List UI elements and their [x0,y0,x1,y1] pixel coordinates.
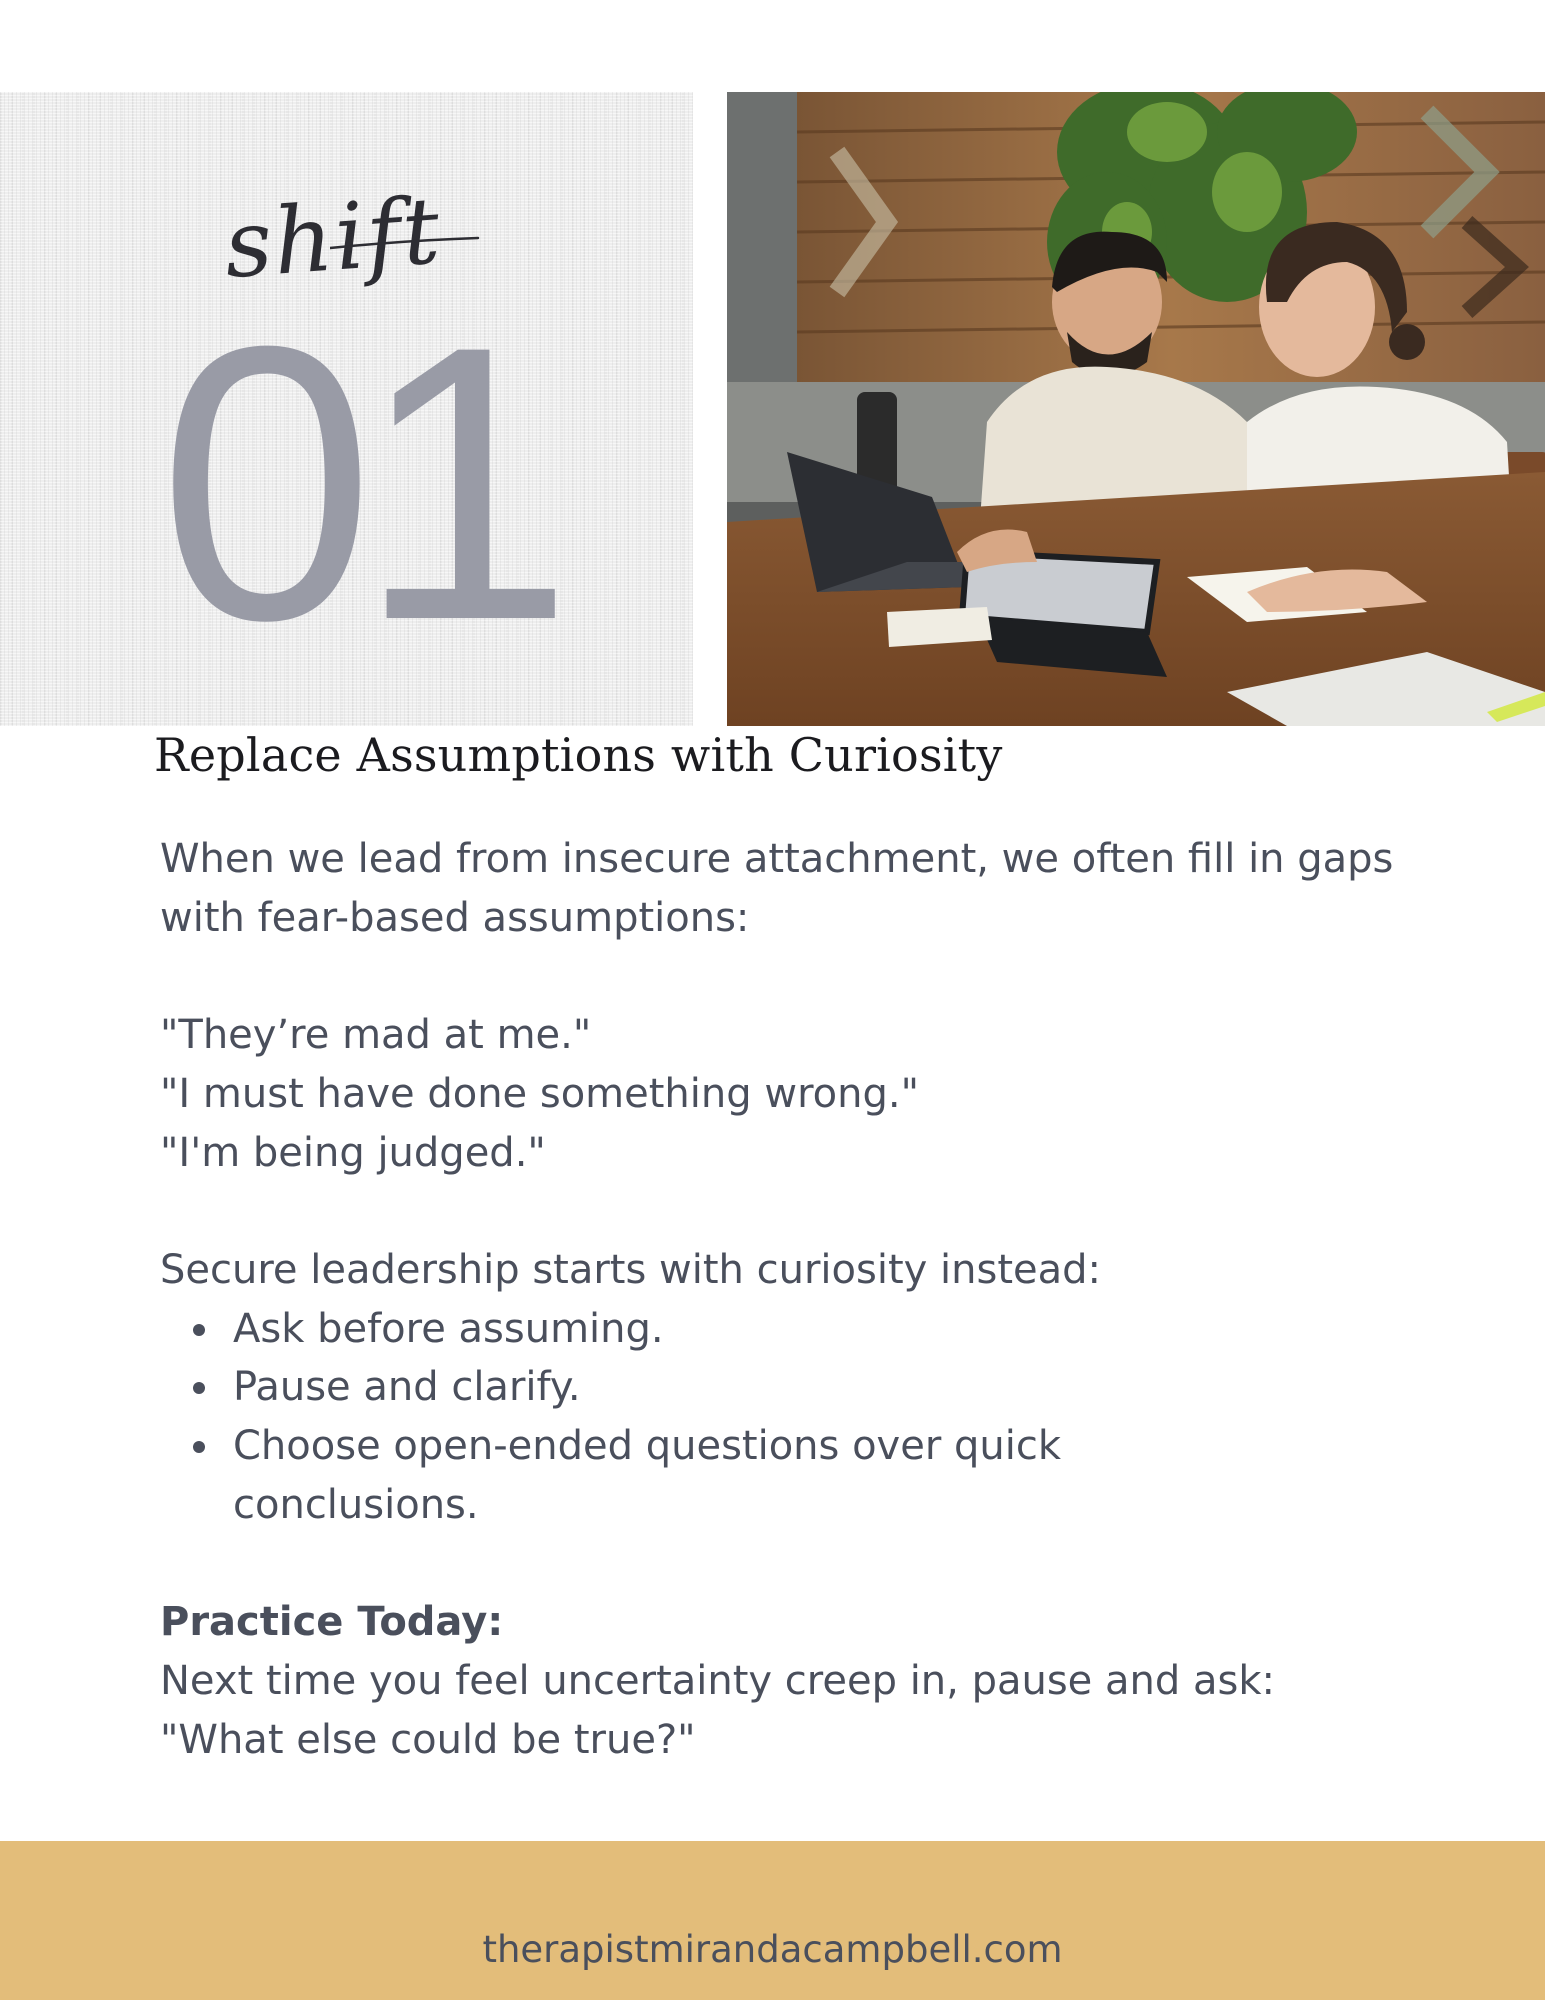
quote-line: "I'm being judged." [160,1129,546,1176]
list-item [233,1358,1400,1417]
body-text [160,830,1400,1769]
footer-website-link[interactable]: therapistmirandacampbell.com [482,1928,1063,1971]
list-item-text: Ask before assuming. [233,1305,664,1352]
list-item [233,1417,1400,1534]
section-number: 01 [158,265,556,701]
list-item [233,1300,1400,1359]
quote-line: "They’re mad at me." [160,1012,592,1059]
photo-two-people-laptop-icon [727,92,1545,726]
spacer [160,1534,1400,1593]
practice-label: Practice Today: [160,1599,504,1646]
bullet-list [160,1300,1400,1535]
practice-question: "What else could be true?" [160,1716,696,1763]
section-title: Replace Assumptions with Curiosity [154,728,1003,782]
spacer [160,947,1400,1006]
footer-bar [0,1841,1545,2000]
bullet-icon [193,1441,205,1453]
list-item-text: Pause and clarify. [233,1364,581,1411]
intro-paragraph: When we lead from insecure attachment, we often fill in gaps with fear-based assumptions: [160,836,1394,941]
bullet-icon [193,1382,205,1394]
flourish-line-icon [330,234,480,254]
spacer [160,1182,1400,1241]
quote-line: "I must have done something wrong." [160,1070,919,1117]
secure-intro: Secure leadership starts with curiosity instead: [160,1246,1101,1293]
bullet-icon [193,1324,205,1336]
list-item-text: Choose open-ended questions over quick conclusions. [233,1423,1062,1528]
practice-text: Next time you feel uncertainty creep in, pause and ask: [160,1657,1275,1704]
shift-script-word: shift [221,177,445,299]
